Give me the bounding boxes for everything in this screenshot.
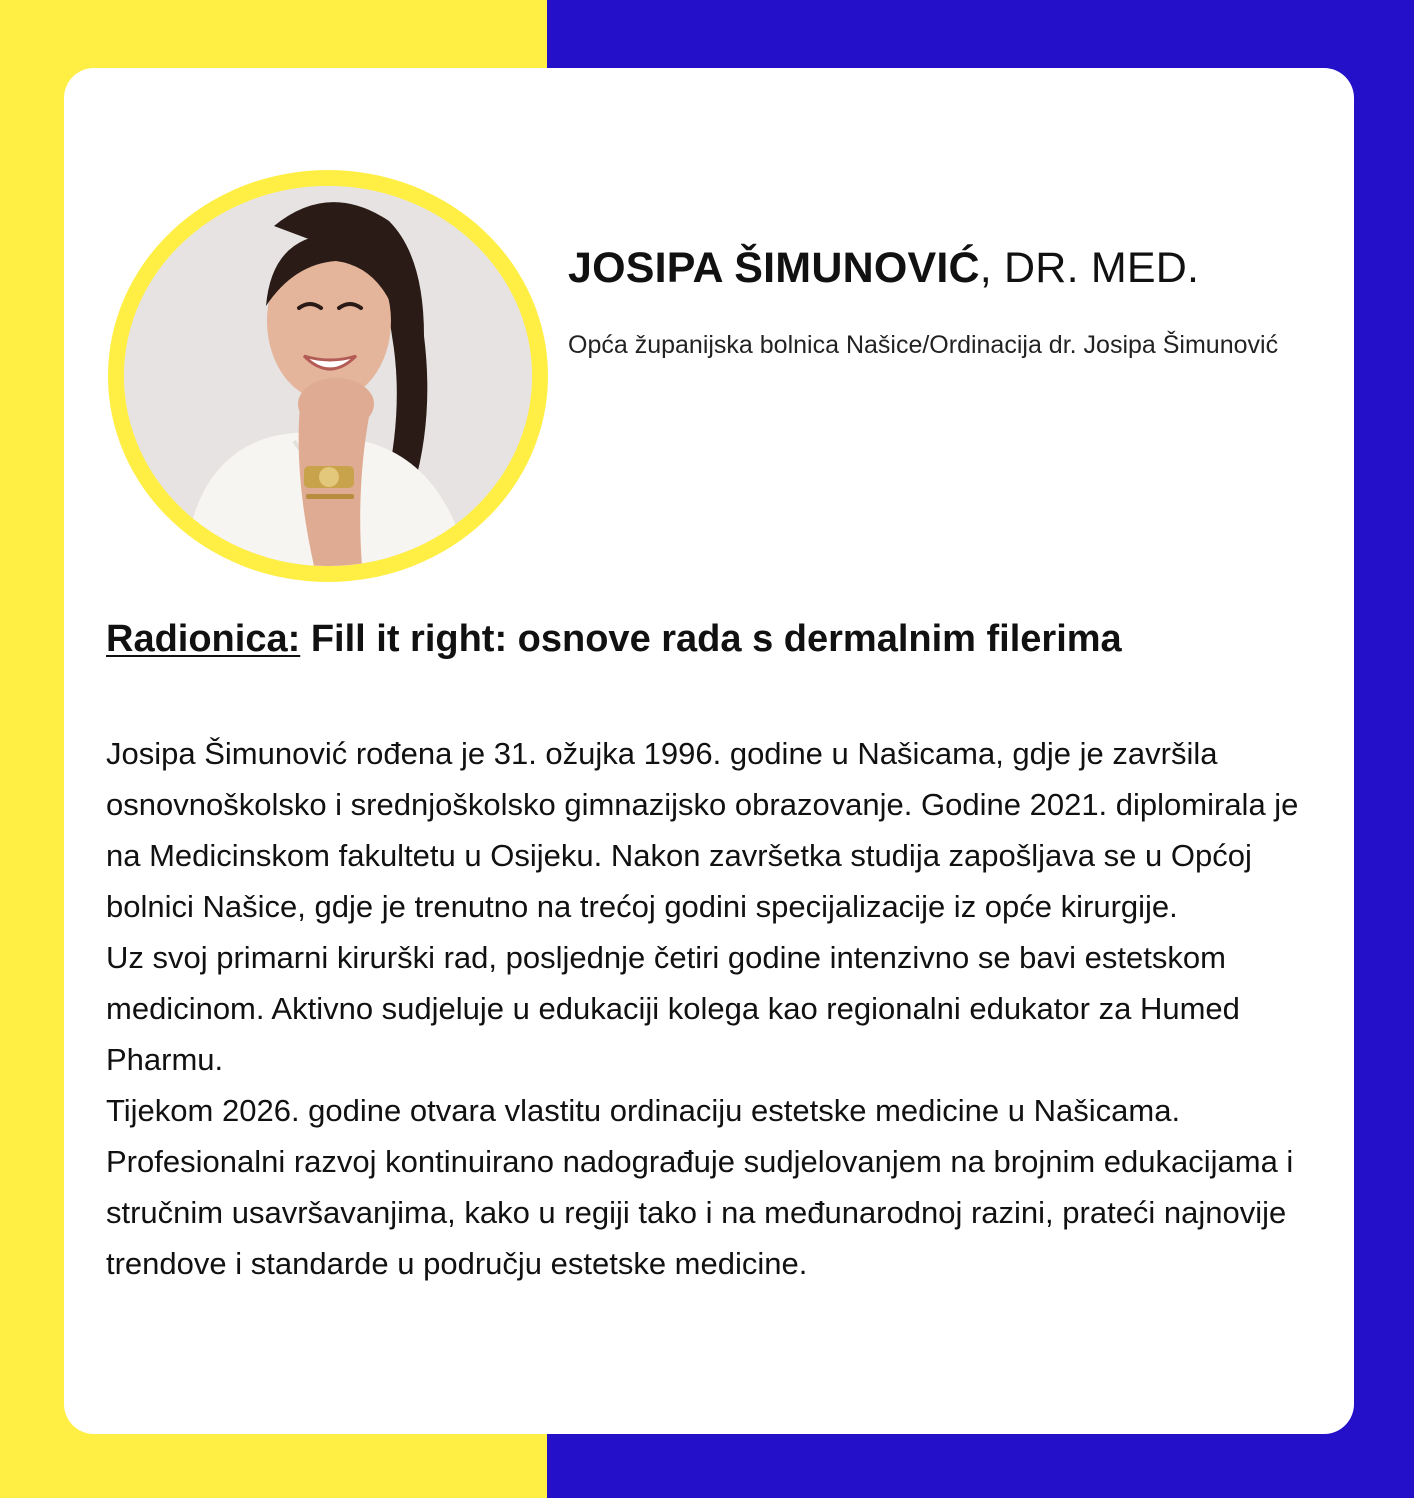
workshop-title: Fill it right: osnove rada s dermalnim filerima xyxy=(310,618,1122,660)
workshop-heading xyxy=(106,618,1122,661)
workshop-label: Radionica: xyxy=(106,618,301,660)
speaker-biography xyxy=(106,728,1306,1289)
bio-paragraph: Uz svoj primarni kirurški rad, posljednje četiri godine intenzivno se bavi estetskom medicinom. Aktivno sudjeluje u edukaciji kolega kao regionalni edukator za Humed Pharmu. xyxy=(106,940,1240,1077)
bio-paragraph: Tijekom 2026. godine otvara vlastitu ordinaciju estetske medicine u Našicama. Profesionalni razvoj kontinuirano nadograđuje sudjelovanjem na brojnim edukacijama i stručnim usavršavanjima, kako u regiji tako i na međunarodnoj razini, prateći najnovije trendove i standarde u području estetske medicine. xyxy=(106,1093,1294,1281)
speaker-affiliation: Opća županijska bolnica Našice/Ordinacija dr. Josipa Šimunović xyxy=(568,331,1279,359)
speaker-title-suffix: , DR. MED. xyxy=(979,244,1200,292)
speaker-photo xyxy=(124,186,532,566)
speaker-portrait-illustration xyxy=(124,186,532,566)
speaker-card xyxy=(64,68,1354,1434)
bio-paragraph: Josipa Šimunović rođena je 31. ožujka 1996. godine u Našicama, gdje je završila osnovnoškolsko i srednjoškolsko gimnazijsko obrazovanje. Godine 2021. diplomirala je na Medicinskom fakultetu u Osijeku. Nakon završetka studija zapošljava se u Općoj bolnici Našice, gdje je trenutno na trećoj godini specijalizacije iz opće kirurgije. xyxy=(106,736,1299,924)
speaker-photo-frame xyxy=(108,170,548,582)
speaker-name xyxy=(568,244,1199,293)
speaker-name-text: JOSIPA ŠIMUNOVIĆ xyxy=(568,244,980,292)
